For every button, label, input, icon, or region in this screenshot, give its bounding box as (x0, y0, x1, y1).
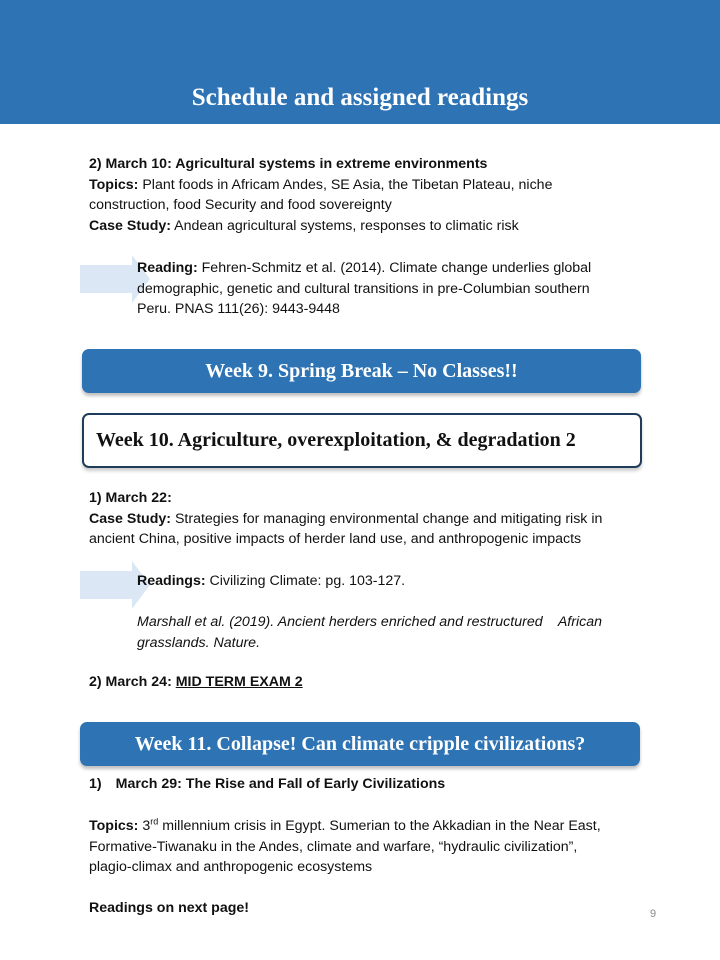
week-10-title: Week 10. Agriculture, overexploitation, & degradation 2 (96, 429, 576, 451)
topics-line (89, 175, 552, 196)
item-number: 1) (89, 776, 102, 792)
week-11-title: Week 11. Collapse! Can climate cripple civilizations? (134, 733, 586, 755)
topics-label: Topics: (89, 176, 139, 193)
case-study-text: Strategies for managing environmental change and mitigating risk in (171, 510, 603, 527)
exam-label: MID TERM EXAM 2 (175, 674, 303, 690)
exam-item (89, 672, 303, 693)
week-11-topics (89, 816, 601, 878)
week-9-banner (82, 349, 641, 393)
topics-text: Plant foods in Africam Andes, SE Asia, the Tibetan Plateau, niche (138, 176, 553, 193)
case-study-label: Case Study: (89, 510, 171, 527)
page-title: Schedule and assigned readings (191, 84, 529, 111)
case-study-line (89, 509, 602, 530)
case-study-label: Case Study: (89, 217, 171, 234)
topics-text: millennium crisis in Egypt. Sumerian to the Akkadian in the Near East, (158, 818, 601, 834)
week-10-banner (82, 413, 642, 468)
case-study-line (89, 216, 552, 237)
next-page-text: Readings on next page! (89, 900, 250, 916)
exam-line (89, 672, 303, 693)
exam-prefix: 2) March 24: (89, 674, 176, 690)
reference-line: Marshall et al. (2019). Ancient herders enriched and restructured African (137, 614, 602, 630)
week-10-content (89, 488, 602, 550)
reading-line-3: Peru. PNAS 111(26): 9443-9448 (137, 301, 340, 317)
next-page-note (89, 898, 249, 919)
topics-line-2: Formative-Tiwanaku in the Andes, climate and warfare, “hydraulic civilization”, (89, 838, 578, 855)
topics-label: Topics: (89, 818, 139, 834)
topics-number: 3 (138, 818, 151, 834)
case-study-line-2: ancient China, positive impacts of herder land use, and anthropogenic impacts (89, 531, 582, 547)
reading-line (137, 258, 591, 279)
week-9-title: Week 9. Spring Break – No Classes!! (205, 360, 518, 382)
case-study-text: Andean agricultural systems, responses to climatic risk (171, 217, 519, 234)
item-heading: 1) March 22: (89, 490, 172, 506)
topics-line-3: plagio-climax and anthropogenic ecosystems (89, 859, 373, 875)
reading-text: Fehren-Schmitz et al. (2014). Climate change underlies global (197, 260, 592, 276)
reading-label: Reading: (137, 260, 198, 276)
readings-label: Readings: (137, 573, 206, 589)
week-11-item (89, 774, 445, 795)
page-number: 9 (650, 908, 657, 920)
topics-superscript: rd (150, 816, 159, 827)
topics-line-2: construction, food Security and food sovereignty (89, 197, 392, 213)
reading-line-2: demographic, genetic and cultural transitions in pre-Columbian southern (137, 280, 590, 297)
readings-text: Civilizing Climate: pg. 103-127. (205, 573, 406, 589)
topics-line (89, 816, 601, 837)
item-heading (89, 774, 445, 795)
item-text: March 29: The Rise and Fall of Early Civilizations (115, 776, 446, 792)
readings-block (137, 571, 405, 592)
section-march-10 (89, 154, 552, 236)
marshall-reference (137, 612, 602, 653)
reading-block (137, 258, 591, 320)
readings-line (137, 571, 405, 592)
week-11-banner (80, 722, 640, 766)
reference-line-2: grasslands. Nature. (137, 634, 261, 651)
section-heading: 2) March 10: Agricultural systems in extreme environments (89, 156, 488, 172)
